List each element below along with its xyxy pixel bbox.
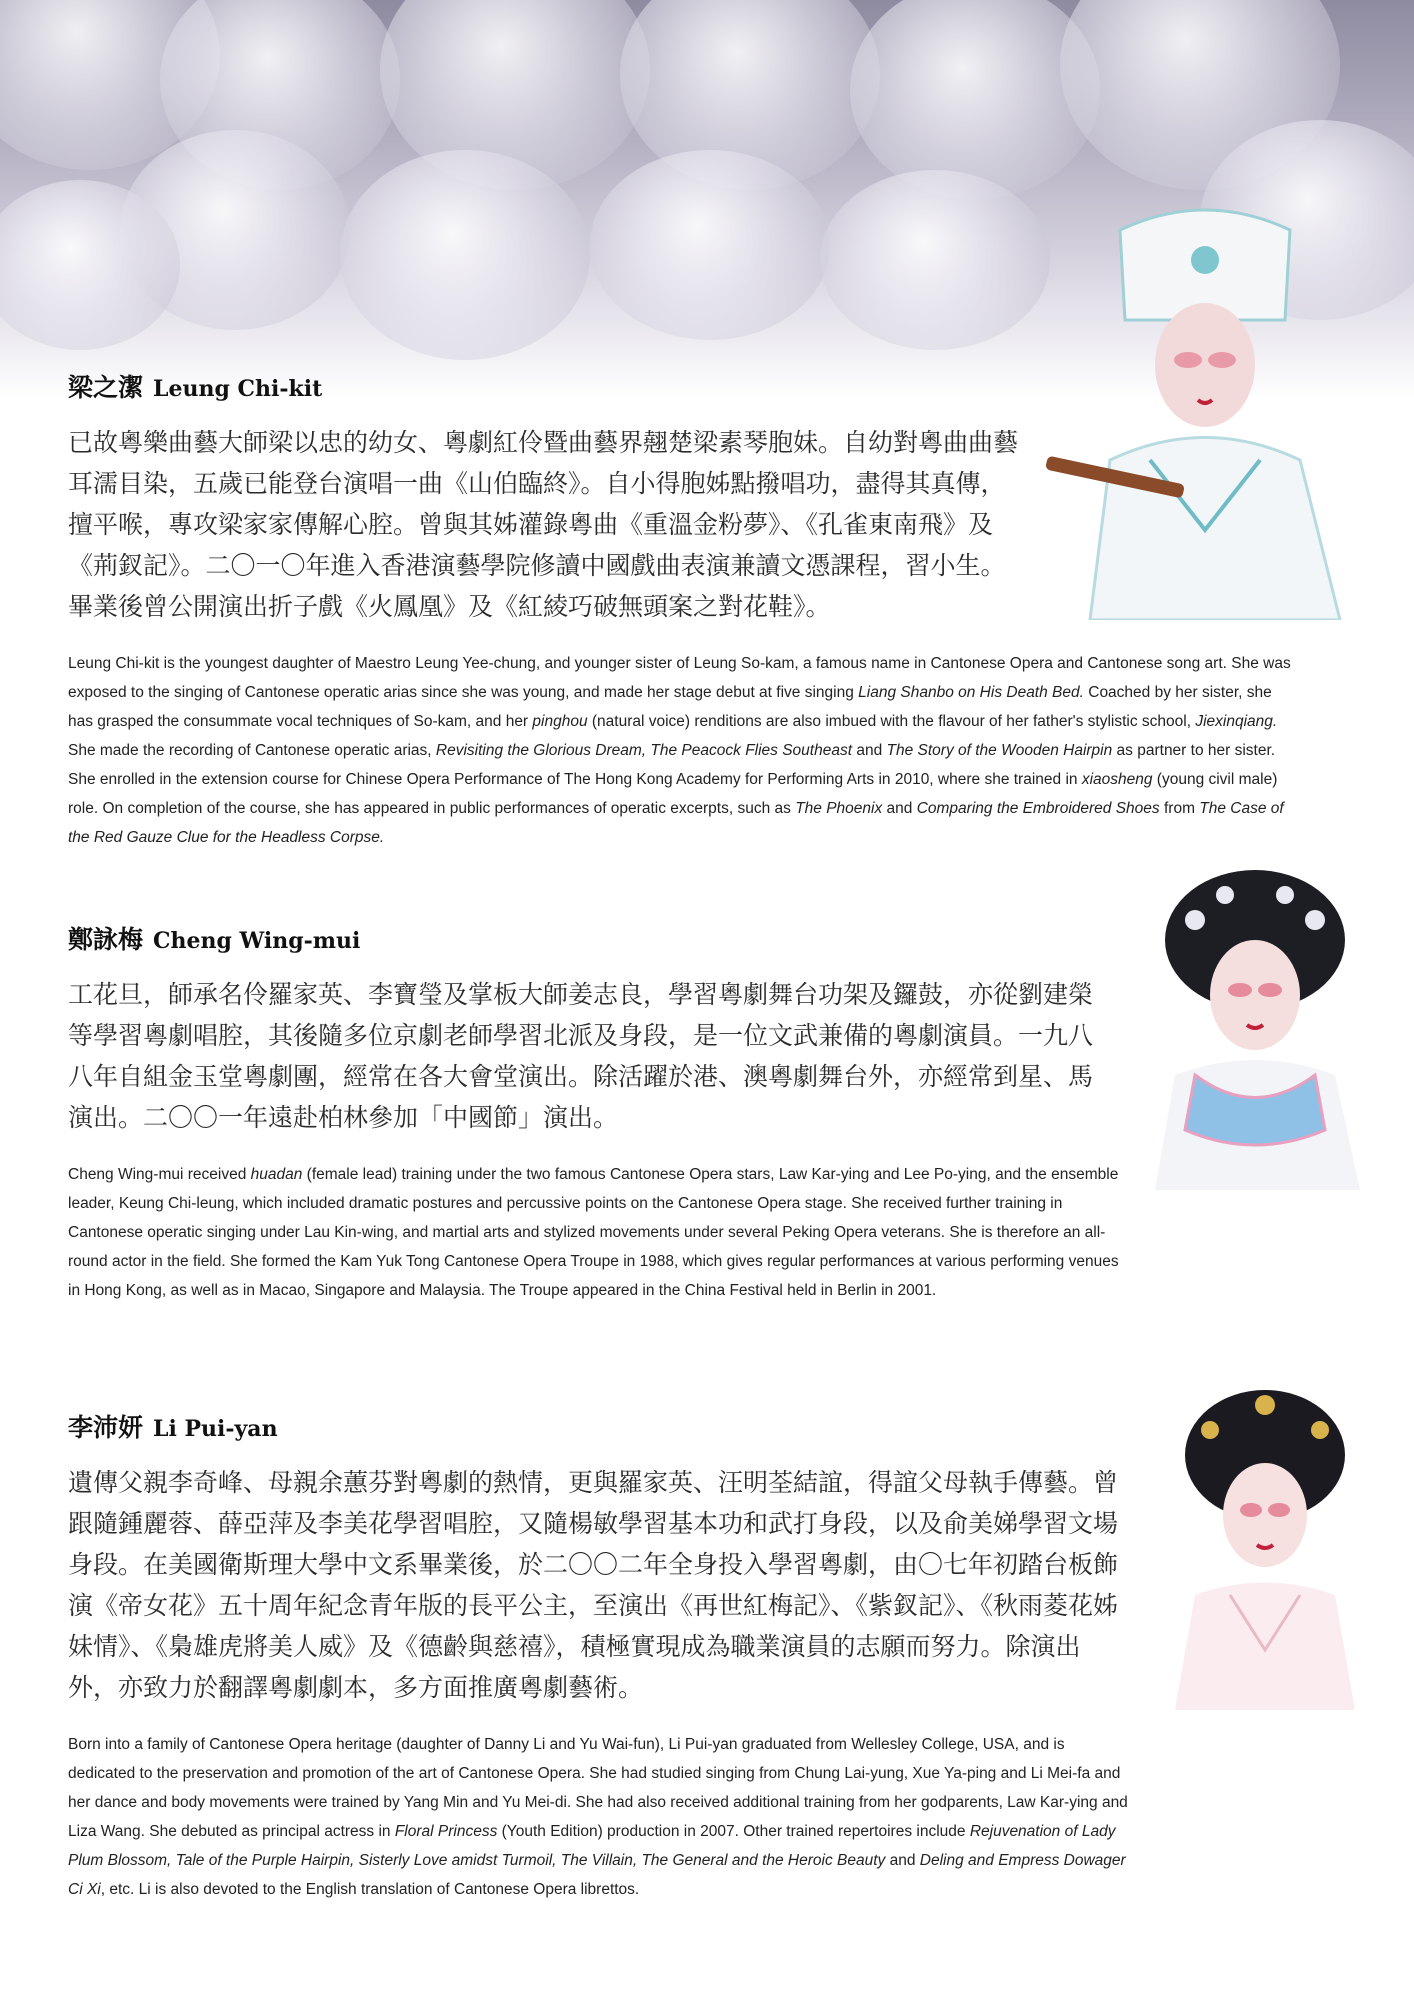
name-chinese: 李沛妍 — [68, 1413, 144, 1442]
bio-text-run: as partner to her sister. She enrolled in the extension course for Chinese Opera Performance of The Hong Kong Academy for Performing Arts in 2010, where she trained in — [68, 742, 1276, 788]
bio-text-run: and — [882, 800, 917, 817]
bio-english — [68, 649, 1298, 852]
bio-text-run: (female lead) training under the two famous Cantonese Opera stars, Law Kar-ying and Lee Po-ying, and the ensemble leader, Keung Chi-leung, which included dramatic postures and percussive points on the Cantonese Opera stage. She received further training in Cantonese operatic singing under Lau Kin-wing, and martial arts and stylized movements under several Peking Opera veterans. She is therefore an all-round actor in the field. She formed the Kam Yuk Tong Cantonese Opera Troupe in 1988, which gives regular performances at various performing venues in Hong Kong, as well as in Macao, Singapore and Malaysia. The Troupe appeared in the China Festival held in Berlin in 2001. — [68, 1166, 1119, 1299]
italic-title: Comparing the Embroidered Shoes — [916, 800, 1160, 817]
bio-text-run: Born into a family of Cantonese Opera heritage (daughter of Danny Li and Yu Wai-fun), Li Pui-yan graduated from Wellesley College, USA, and is dedicated to the preservation and promotion of the art of Cantonese Opera. She had studied singing from Chung Lai-yung, Xue Ya-ping and Li Mei-fa and her dance and body movements were trained by Yang Min and Yu Mei-di. She had also received additional training from her godparents, Law Kar-ying and Liza Wang. She debuted as principal actress in — [68, 1736, 1128, 1840]
bio-text-run: and — [852, 742, 887, 759]
italic-title: Liang Shanbo on His Death Bed. — [858, 684, 1084, 701]
bio-text-run: and — [885, 1852, 920, 1869]
italic-title: The Phoenix — [795, 800, 883, 817]
bio-chinese: 已故粵樂曲藝大師梁以忠的幼女、粵劇紅伶暨曲藝界翹楚梁素琴胞妹。自幼對粵曲曲藝耳濡目染，五歲已能登台演唱一曲《山伯臨終》。自小得胞姊點撥唱功，盡得其真傳，擅平喉，專攻梁家家傳解心腔。曾與其姊灌錄粵曲《重溫金粉夢》、《孔雀東南飛》及《荊釵記》。二〇一〇年進入香港演藝學院修讀中國戲曲表演兼讀文憑課程，習小生。畢業後曾公開演出折子戲《火鳳凰》及《紅綾巧破無頭案之對花鞋》。 — [68, 428, 1019, 621]
italic-title: Revisiting the Glorious Dream, The Peacock Flies Southeast — [435, 742, 853, 759]
name-chinese: 鄭詠梅 — [68, 925, 144, 954]
bio-text-run: (natural voice) renditions are also imbued with the flavour of her father's stylistic school, — [587, 713, 1196, 730]
bio-text-run: Leung Chi-kit is the youngest daughter of Maestro Leung Yee-chung, and younger sister of Leung So-kam, a famous name in Cantonese Opera and Cantonese song art. She was exposed to the singing of Cantonese operatic arias since she was young, and made her stage debut at five singing — [68, 655, 1291, 701]
italic-title: Deling and Empress Dowager Ci Xi — [68, 1852, 1126, 1898]
bio-text-run: She made the recording of Cantonese operatic arias, — [68, 742, 436, 759]
italic-title: The Case of the Red Gauze Clue for the Headless Corpse. — [68, 800, 1284, 846]
performer-name — [68, 920, 1148, 956]
portrait-li-pui-yan — [1160, 1380, 1370, 1710]
bio-chinese: 遺傳父親李奇峰、母親余蕙芬對粵劇的熱情，更與羅家英、汪明荃結誼，得誼父母執手傳藝。曾跟隨鍾麗蓉、薛亞萍及李美花學習唱腔，又隨楊敏學習基本功和武打身段，以及俞美娣學習文場身段。在美國衛斯理大學中文系畢業後，於二〇〇二年全身投入學習粵劇，由〇七年初踏台板飾演《帝女花》五十周年紀念青年版的長平公主，至演出《再世紅梅記》、《紫釵記》、《秋雨菱花姊妹情》、《梟雄虎將美人威》及《德齡與慈禧》，積極實現成為職業演員的志願而努力。除演出外，亦致力於翻譯粵劇劇本，多方面推廣粵劇藝術。 — [68, 1468, 1119, 1702]
bio-section-cheng-wing-mui — [68, 920, 1148, 1305]
performer-photo-icon — [1160, 1380, 1370, 1710]
bio-section-li-pui-yan — [68, 1408, 1148, 1904]
italic-title: huadan — [250, 1166, 303, 1183]
bio-text-run: from — [1159, 800, 1200, 817]
bio-text-run: Cheng Wing-mui received — [68, 1166, 251, 1183]
performer-photo-icon — [1135, 860, 1375, 1190]
italic-title: Floral Princess — [394, 1823, 498, 1840]
italic-title: The Story of the Wooden Hairpin — [886, 742, 1113, 759]
name-english: Leung Chi-kit — [153, 376, 323, 402]
bio-text-run: Coached by her sister, she has grasped the consummate vocal techniques of So-kam, and her — [68, 684, 1272, 730]
bio-english — [68, 1730, 1128, 1904]
bio-text-run: , etc. Li is also devoted to the English translation of Cantonese Opera librettos. — [100, 1881, 640, 1898]
bio-text-run: (young civil male) role. On completion of the course, she has appeared in public performances of operatic excerpts, such as — [68, 771, 1278, 817]
portrait-cheng-wing-mui — [1135, 860, 1375, 1190]
name-english: Li Pui-yan — [153, 1416, 278, 1442]
performer-name — [68, 1408, 1148, 1444]
performer-name — [68, 368, 1368, 404]
bio-chinese: 工花旦，師承名伶羅家英、李寶瑩及掌板大師姜志良，學習粵劇舞台功架及鑼鼓，亦從劉建榮等學習粵劇唱腔，其後隨多位京劇老師學習北派及身段，是一位文武兼備的粵劇演員。一九八八年自組金玉堂粵劇團，經常在各大會堂演出。除活躍於港、澳粵劇舞台外，亦經常到星、馬演出。二〇〇一年遠赴柏林參加「中國節」演出。 — [68, 980, 1094, 1132]
italic-title: xiaosheng — [1081, 771, 1153, 788]
italic-title: pinghou — [532, 713, 588, 730]
italic-title: Jiexinqiang. — [1195, 713, 1278, 730]
italic-title: Rejuvenation of Lady Plum Blossom, Tale of the Purple Hairpin, Sisterly Love amidst Turmoil, The Villain, The General and the Heroic Beauty — [68, 1823, 1116, 1869]
bio-section-leung-chi-kit — [68, 368, 1368, 852]
bio-english — [68, 1160, 1128, 1305]
name-chinese: 梁之潔 — [68, 373, 144, 402]
bio-text-run: (Youth Edition) production in 2007. Other trained repertoires include — [497, 1823, 970, 1840]
name-english: Cheng Wing-mui — [153, 928, 361, 954]
